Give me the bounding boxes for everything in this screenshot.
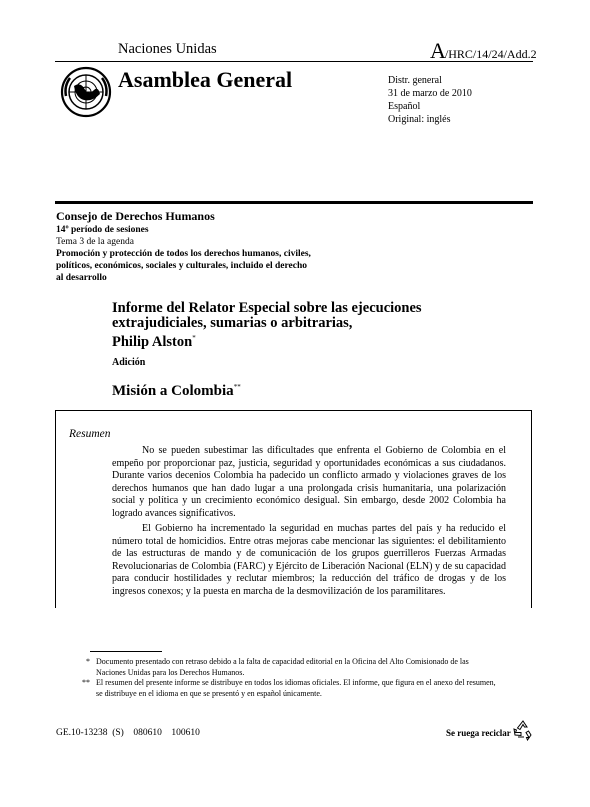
summary-paragraph-text: El Gobierno ha incrementado la seguridad en muchas partes del país y ha reducido el número total de homicidios. Entre otras mejoras cabe mencionar las siguientes: el debilitamiento de las estructuras de mando y de comunicación de los grupos guerrilleros Fuerzas Armadas Revolucionarias de Colombia (FARC) y Ejército de Liberación Nacional (ELN) y de su capacidad para conducir hostilidades y reclutar miembros; la reducción del tráfico de drogas y de los ingresos conexos; y la puesta en marcha de la desmovilización de los paramilitares.	[112, 523, 506, 597]
footnote-mark: *	[86, 657, 90, 666]
addendum-label: Adición	[112, 357, 146, 368]
report-author: Philip Alston	[112, 333, 193, 350]
agenda-item-title: Promoción y protección de todos los derechos humanos, civiles, políticos, económicos, sociales y culturales, incluido el derecho al desarrollo	[56, 249, 311, 283]
report-author-line	[112, 331, 442, 350]
distribution-block	[388, 74, 472, 126]
recycle-note: Se ruega reciclar	[446, 728, 511, 738]
document-symbol-code: /HRC/14/24/Add.2	[444, 47, 537, 61]
document-symbol-letter: A	[430, 38, 445, 63]
session-period: 14º período de sesiones	[56, 225, 149, 235]
mission-title	[112, 383, 241, 400]
summary-paragraph	[112, 445, 506, 521]
date-line: 31 de marzo de 2010	[388, 88, 472, 99]
footnote-rule	[90, 651, 162, 652]
summary-heading: Resumen	[69, 428, 111, 440]
header-rule	[55, 61, 533, 62]
original-language-line: Original: inglés	[388, 114, 451, 125]
footnote-text: El resumen del presente informe se distribuye en todos los idiomas oficiales. El informe, que figura en el anexo del resumen, se distribuye en el idioma en que se presentó y en español únicamente.	[96, 678, 496, 698]
summary-paragraph-text: No se pueden subestimar las dificultades que enfrenta el Gobierno de Colombia en el empeño por proporcionar paz, justicia, seguridad y oportunidades económicas a sus ciudadanos. Durante varios decenios Colombia ha padecido un conflicto armado y violaciones graves de los derechos humanos que han dado lugar a una prolongada crisis humanitaria, una polarización social y política y un crecimiento económico desigual. Sin embargo, desde 2002 Colombia ha logrado avances significativos.	[112, 445, 506, 519]
recycle-icon	[512, 719, 534, 741]
agenda-item: Tema 3 de la agenda	[56, 237, 134, 247]
job-number: GE.10-13238 (S) 080610 100610	[56, 728, 200, 738]
distribution-line: Distr. general	[388, 75, 442, 86]
footnote-mark: **	[82, 678, 90, 687]
assembly-title: Asamblea General	[118, 67, 293, 92]
session-block	[56, 224, 316, 284]
thick-rule	[55, 201, 533, 204]
footnote-ref-1[interactable]: *	[192, 334, 196, 342]
un-emblem-icon	[60, 66, 112, 118]
report-title	[112, 301, 442, 350]
report-title-line: extrajudiciales, sumarias o arbitrarias,	[112, 315, 353, 331]
council-name: Consejo de Derechos Humanos	[56, 209, 215, 223]
language-line: Español	[388, 101, 421, 112]
organization-name: Naciones Unidas	[118, 41, 217, 57]
report-title-line: Informe del Relator Especial sobre las ejecuciones	[112, 300, 422, 316]
footnote-ref-2[interactable]: **	[233, 383, 241, 391]
mission-title-text: Misión a Colombia	[112, 383, 234, 399]
footnote-text: Documento presentado con retraso debido a la falta de capacidad editorial en la Oficina del Alto Comisionado de las Naciones Unidas para los Derechos Humanos.	[96, 657, 469, 677]
summary-paragraph	[112, 523, 506, 599]
